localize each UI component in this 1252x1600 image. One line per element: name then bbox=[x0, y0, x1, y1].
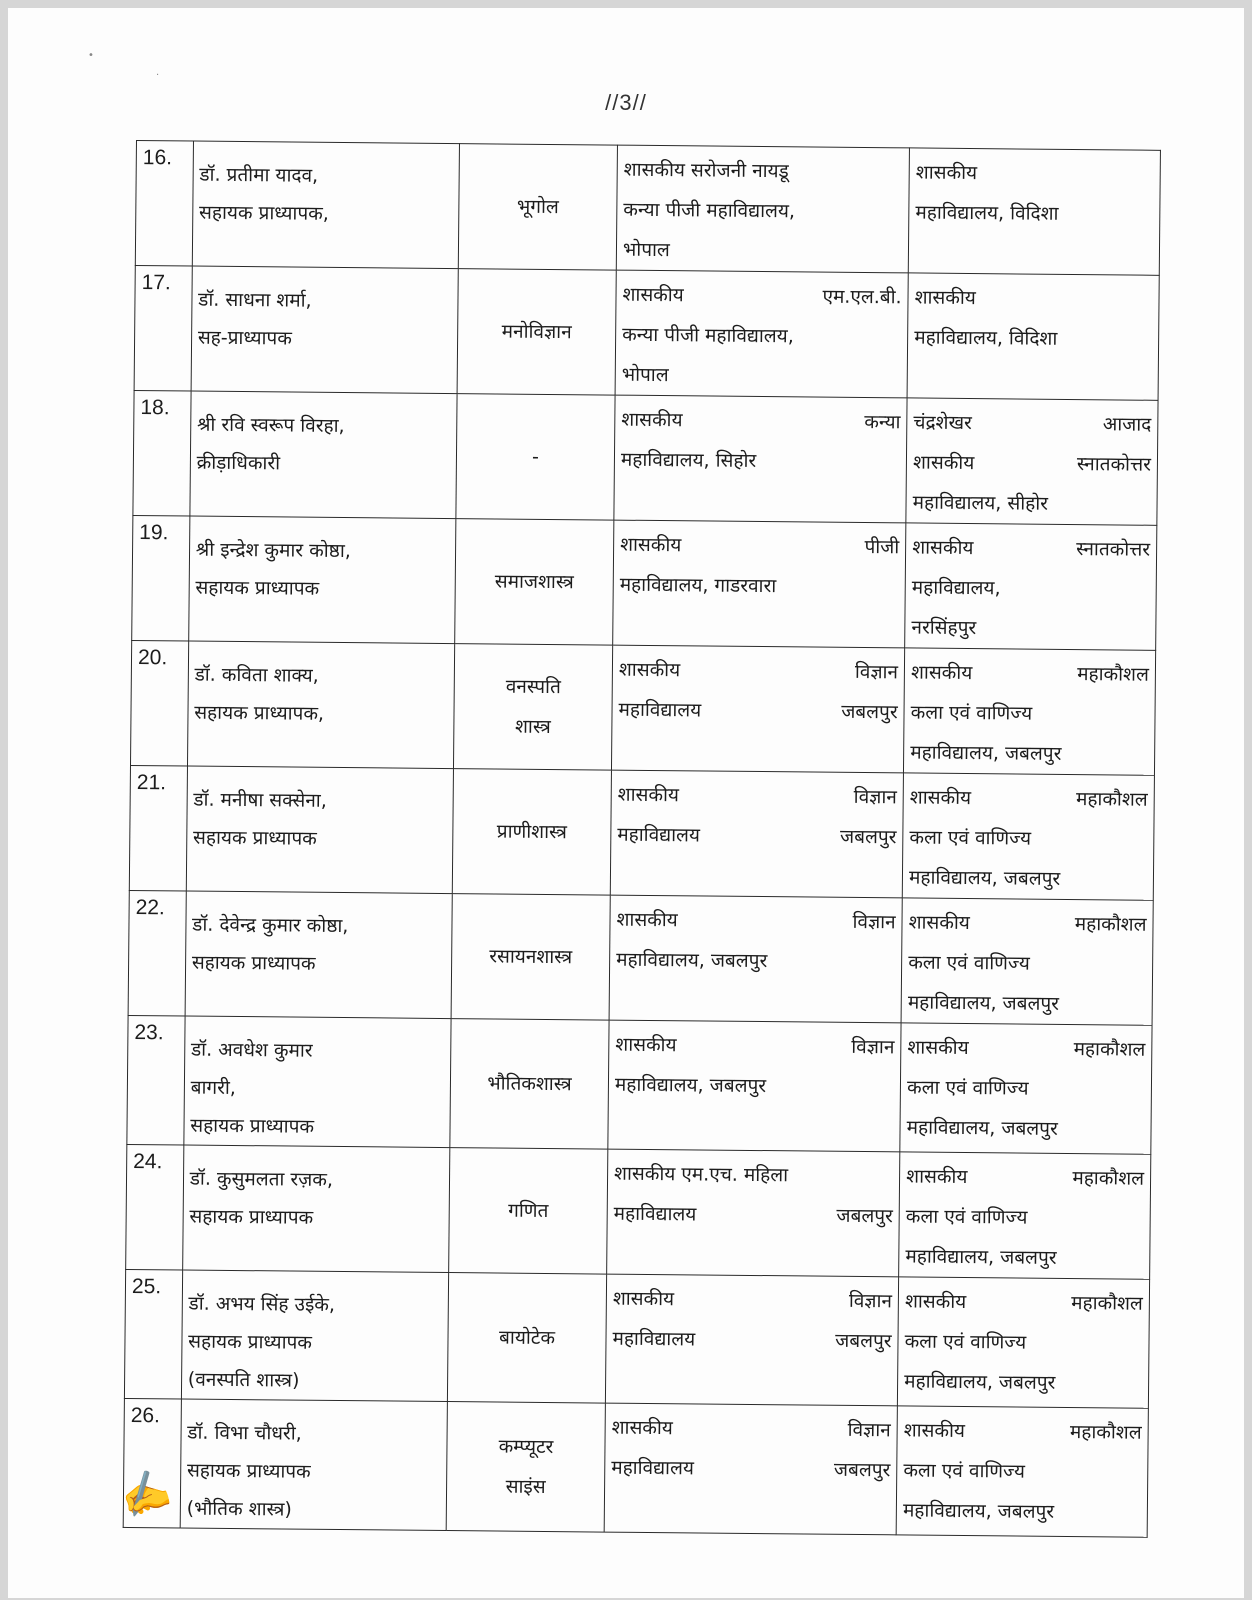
transfer-table-wrapper bbox=[123, 140, 1161, 1538]
serial-number-cell: 20. bbox=[130, 640, 188, 766]
subject-line: मनोविज्ञान bbox=[501, 320, 572, 344]
current-posting-line bbox=[621, 400, 900, 443]
table-row bbox=[127, 1015, 1152, 1154]
word: महाकौशल bbox=[1069, 1421, 1142, 1444]
subject-cell bbox=[450, 1019, 609, 1150]
serial-number-cell: 24. bbox=[126, 1144, 184, 1270]
word: शासकीय bbox=[906, 1165, 968, 1189]
word: शासकीय bbox=[622, 283, 684, 307]
current-posting-line bbox=[619, 650, 898, 693]
word: शासकीय bbox=[912, 451, 975, 475]
subject-cell bbox=[456, 394, 615, 521]
word: महाविद्यालय bbox=[612, 1327, 696, 1351]
subject-cell bbox=[449, 1148, 608, 1275]
new-posting-cell bbox=[907, 273, 1159, 400]
current-posting-cell bbox=[616, 145, 909, 273]
word: शासकीय bbox=[621, 408, 683, 432]
current-posting-cell bbox=[604, 1403, 897, 1535]
new-posting-line: कला एवं वाणिज्य bbox=[903, 1459, 1026, 1483]
new-posting-line bbox=[913, 402, 1151, 444]
employee-name-line: डॉ. मनीषा सक्सेना, bbox=[193, 788, 327, 812]
new-posting-cell bbox=[905, 523, 1157, 650]
employee-name-line: डॉ. अवधेश कुमार bbox=[190, 1038, 313, 1062]
current-posting-line bbox=[611, 1448, 890, 1491]
word: शासकीय bbox=[910, 661, 973, 685]
subject-line: बायोटेक bbox=[499, 1326, 556, 1350]
new-posting-cell bbox=[901, 898, 1153, 1025]
word: शासकीय bbox=[611, 1416, 673, 1440]
current-posting-line bbox=[622, 275, 901, 318]
new-posting-line: महाविद्यालय, जबलपुर bbox=[902, 1499, 1055, 1523]
table-row bbox=[133, 390, 1158, 525]
employee-name-cell bbox=[181, 1270, 449, 1402]
word: जबलपुर bbox=[833, 1458, 891, 1482]
current-posting-line bbox=[618, 775, 897, 818]
subject-line: वनस्पति bbox=[505, 675, 561, 699]
current-posting-line: महाविद्यालय, जबलपुर bbox=[614, 1073, 767, 1098]
subject-line: समाजशास्त्र bbox=[494, 570, 574, 594]
current-posting-cell bbox=[613, 520, 906, 648]
new-posting-line: कला एवं वाणिज्य bbox=[910, 701, 1033, 725]
subject-line: गणित bbox=[508, 1199, 549, 1223]
word: पीजी bbox=[864, 536, 900, 559]
new-posting-line: नरसिंहपुर bbox=[911, 616, 977, 640]
table-row bbox=[130, 640, 1155, 775]
table-row bbox=[134, 265, 1159, 400]
employee-name-line: सहायक प्राध्यापक bbox=[189, 1205, 314, 1229]
word: जबलपुर bbox=[839, 825, 897, 849]
employee-name-line: श्री इन्द्रेश कुमार कोष्ठा, bbox=[195, 538, 351, 563]
word: आजाद bbox=[1102, 413, 1152, 436]
employee-name-line: डॉ. कविता शाक्य, bbox=[194, 663, 319, 687]
new-posting-line bbox=[912, 527, 1150, 569]
current-posting-line bbox=[620, 525, 899, 568]
word: महाविद्यालय bbox=[613, 1202, 697, 1226]
current-posting-cell bbox=[614, 395, 907, 523]
employee-name-cell bbox=[184, 1016, 452, 1148]
current-posting-line bbox=[612, 1319, 891, 1362]
subject-line: साइंस bbox=[505, 1475, 546, 1498]
employee-name-cell bbox=[186, 766, 454, 894]
subject-line: शास्त्र bbox=[514, 715, 551, 739]
new-posting-cell bbox=[908, 148, 1160, 275]
current-posting-line bbox=[614, 1194, 893, 1237]
subject-line: भूगोल bbox=[516, 195, 559, 219]
word: शासकीय bbox=[618, 658, 681, 682]
word: महाविद्यालय bbox=[611, 1456, 695, 1480]
current-posting-cell bbox=[609, 895, 902, 1023]
current-posting-line: महाविद्यालय, सिहोर bbox=[620, 448, 757, 472]
current-posting-line bbox=[618, 690, 897, 733]
employee-name-line: डॉ. विभा चौधरी, bbox=[187, 1421, 302, 1445]
new-posting-cell bbox=[904, 648, 1156, 775]
word: स्नातकोत्तर bbox=[1076, 538, 1151, 561]
new-posting-line bbox=[910, 777, 1148, 819]
subject-cell bbox=[452, 769, 611, 896]
new-posting-line: महाविद्यालय, जबलपुर bbox=[904, 1370, 1056, 1394]
word: जबलपुर bbox=[835, 1329, 892, 1353]
word: शासकीय bbox=[909, 786, 972, 810]
current-posting-cell bbox=[605, 1274, 898, 1406]
new-posting-line bbox=[913, 442, 1151, 484]
current-posting-line: भोपाल bbox=[622, 238, 670, 262]
current-posting-cell bbox=[610, 770, 903, 898]
subject-cell bbox=[455, 519, 614, 646]
current-posting-line: कन्या पीजी महाविद्यालय, bbox=[623, 198, 796, 223]
employee-name-line: सहायक प्राध्यापक, bbox=[198, 201, 329, 225]
word: शासकीय bbox=[908, 911, 970, 935]
word: जबलपुर bbox=[841, 700, 898, 724]
new-posting-line: कला एवं वाणिज्य bbox=[904, 1330, 1027, 1354]
employee-name-cell bbox=[180, 1399, 448, 1531]
word: महाकौशल bbox=[1072, 1167, 1145, 1190]
serial-number-cell: 26. bbox=[123, 1398, 181, 1528]
serial-number-cell: 25. bbox=[124, 1269, 182, 1399]
new-posting-cell bbox=[906, 398, 1158, 525]
new-posting-cell bbox=[902, 773, 1154, 900]
employee-name-line: बागरी, bbox=[190, 1076, 236, 1100]
new-posting-line: कला एवं वाणिज्य bbox=[905, 1205, 1028, 1229]
word: शासकीय bbox=[616, 908, 678, 932]
employee-name-cell bbox=[187, 641, 455, 769]
current-posting-line bbox=[611, 1408, 890, 1451]
employee-name-line: सहायक प्राध्यापक bbox=[186, 1459, 311, 1483]
transfer-table bbox=[123, 140, 1161, 1538]
subject-cell bbox=[446, 1402, 605, 1533]
word: विज्ञान bbox=[848, 1289, 893, 1313]
employee-name-cell bbox=[191, 266, 459, 394]
word: शासकीय bbox=[615, 1033, 677, 1057]
employee-name-line: डॉ. कुसुमलता रज़क, bbox=[189, 1167, 334, 1191]
new-posting-line bbox=[906, 1156, 1144, 1198]
word: विज्ञान bbox=[853, 785, 897, 809]
new-posting-line: महाविद्यालय, विदिशा bbox=[915, 201, 1059, 225]
new-posting-line: महाविद्यालय, bbox=[911, 576, 1001, 600]
table-row bbox=[128, 890, 1153, 1025]
current-posting-line bbox=[617, 815, 896, 858]
new-posting-line: महाविद्यालय, सीहोर bbox=[912, 491, 1049, 515]
current-posting-line: शासकीय एम.एच. महिला bbox=[613, 1162, 789, 1187]
word: महाकौशल bbox=[1071, 1292, 1143, 1315]
word: महाविद्यालय bbox=[618, 698, 702, 722]
word: महाकौशल bbox=[1074, 913, 1147, 936]
word: महाकौशल bbox=[1073, 1038, 1146, 1061]
new-posting-line: महाविद्यालय, जबलपुर bbox=[908, 866, 1061, 890]
new-posting-cell bbox=[899, 1152, 1151, 1279]
employee-name-line: डॉ. प्रतीमा यादव, bbox=[199, 163, 319, 187]
table-row bbox=[124, 1269, 1149, 1408]
new-posting-line bbox=[907, 1027, 1145, 1069]
new-posting-line: महाविद्यालय, विदिशा bbox=[914, 326, 1058, 350]
new-posting-cell bbox=[898, 1277, 1150, 1408]
new-posting-line bbox=[908, 902, 1146, 944]
new-posting-line bbox=[905, 1281, 1143, 1323]
word: स्नातकोत्तर bbox=[1076, 453, 1152, 476]
current-posting-line bbox=[613, 1279, 892, 1322]
employee-name-line: सहायक प्राध्यापक bbox=[188, 1330, 313, 1354]
employee-name-cell bbox=[192, 141, 460, 269]
serial-number-cell: 22. bbox=[128, 890, 186, 1016]
employee-name-line: (भौतिक शास्त्र) bbox=[186, 1497, 292, 1521]
employee-name-line: श्री रवि स्वरूप विरहा, bbox=[196, 413, 345, 438]
current-posting-cell bbox=[607, 1149, 900, 1277]
word: कन्या bbox=[864, 411, 901, 434]
subject-line: भौतिकशास्त्र bbox=[487, 1072, 572, 1096]
new-posting-line bbox=[911, 652, 1149, 694]
new-posting-line: कला एवं वाणिज्य bbox=[908, 951, 1030, 975]
current-posting-line: शासकीय सरोजनी नायडू bbox=[623, 158, 789, 183]
new-posting-cell bbox=[900, 1023, 1152, 1154]
word: जबलपुर bbox=[836, 1204, 893, 1228]
word: शासकीय bbox=[617, 783, 680, 807]
new-posting-line: शासकीय bbox=[915, 161, 978, 185]
new-posting-line bbox=[904, 1410, 1142, 1452]
word: शासकीय bbox=[903, 1419, 966, 1443]
serial-number-cell: 23. bbox=[127, 1015, 185, 1145]
new-posting-line: कला एवं वाणिज्य bbox=[909, 826, 1032, 850]
employee-name-cell bbox=[190, 391, 458, 519]
current-posting-cell bbox=[608, 1020, 901, 1152]
word: विज्ञान bbox=[852, 910, 896, 934]
word: एम.एल.बी. bbox=[822, 285, 902, 309]
employee-name-cell bbox=[185, 891, 453, 1019]
word: शासकीय bbox=[907, 1036, 969, 1060]
word: शासकीय bbox=[912, 536, 974, 560]
word: शासकीय bbox=[620, 533, 682, 557]
table-row bbox=[129, 765, 1154, 900]
employee-name-cell bbox=[188, 516, 456, 644]
new-posting-cell bbox=[896, 1406, 1148, 1537]
subject-line: कम्प्यूटर bbox=[498, 1435, 554, 1459]
subject-line: रसायनशास्त्र bbox=[489, 945, 573, 969]
word: चंद्रशेखर bbox=[913, 411, 972, 435]
word: विज्ञान bbox=[854, 660, 899, 684]
subject-cell bbox=[454, 644, 613, 771]
scan-speck: • bbox=[88, 50, 94, 61]
word: महाकौशल bbox=[1075, 788, 1148, 811]
table-row bbox=[126, 1144, 1151, 1279]
current-posting-cell bbox=[611, 645, 904, 773]
current-posting-line bbox=[615, 1025, 894, 1068]
new-posting-line: महाविद्यालय, जबलपुर bbox=[906, 1116, 1058, 1140]
employee-name-line: सहायक प्राध्यापक bbox=[195, 576, 320, 600]
serial-number-cell: 16. bbox=[135, 141, 193, 267]
serial-number-cell: 18. bbox=[133, 390, 191, 516]
serial-number-cell: 19. bbox=[132, 515, 190, 641]
subject-cell bbox=[457, 269, 616, 396]
subject-cell bbox=[447, 1273, 606, 1404]
subject-line: प्राणीशास्त्र bbox=[496, 820, 568, 844]
table-row bbox=[132, 515, 1157, 650]
word: शासकीय bbox=[612, 1287, 675, 1311]
table-row bbox=[123, 1398, 1148, 1537]
employee-name-line: डॉ. देवेन्द्र कुमार कोष्ठा, bbox=[192, 913, 349, 938]
new-posting-line: महाविद्यालय, जबलपुर bbox=[910, 741, 1062, 765]
scan-speck: · bbox=[156, 70, 160, 81]
table-row bbox=[135, 141, 1160, 276]
word: महाविद्यालय bbox=[617, 823, 701, 847]
word: शासकीय bbox=[904, 1290, 967, 1314]
employee-name-line: (वनस्पति शास्त्र) bbox=[187, 1368, 300, 1392]
employee-name-line: सहायक प्राध्यापक, bbox=[194, 701, 325, 725]
new-posting-line: महाविद्यालय, जबलपुर bbox=[905, 1245, 1057, 1269]
new-posting-line: कला एवं वाणिज्य bbox=[906, 1076, 1029, 1100]
current-posting-cell bbox=[615, 270, 908, 398]
word: विज्ञान bbox=[847, 1418, 891, 1442]
employee-name-line: सहायक प्राध्यापक bbox=[190, 1114, 315, 1138]
document-page bbox=[8, 8, 1244, 1598]
employee-name-line: सहायक प्राध्यापक bbox=[191, 951, 316, 975]
word: विज्ञान bbox=[851, 1035, 895, 1059]
current-posting-line: महाविद्यालय, जबलपुर bbox=[616, 948, 768, 973]
employee-name-line: डॉ. अभय सिंह उईके, bbox=[188, 1292, 336, 1316]
current-posting-line: कन्या पीजी महाविद्यालय, bbox=[622, 323, 794, 348]
current-posting-line: महाविद्यालय, गाडरवारा bbox=[619, 573, 777, 598]
employee-name-line: सहायक प्राध्यापक bbox=[192, 826, 317, 850]
current-posting-line: भोपाल bbox=[621, 363, 669, 387]
current-posting-line bbox=[616, 900, 895, 943]
subject-cell bbox=[458, 144, 617, 271]
employee-name-line: क्रीड़ाधिकारी bbox=[196, 451, 281, 475]
new-posting-line: शासकीय bbox=[914, 286, 976, 310]
serial-number-cell: 17. bbox=[134, 265, 192, 391]
subject-cell bbox=[451, 894, 610, 1021]
employee-name-cell bbox=[182, 1145, 450, 1273]
subject-line: - bbox=[531, 445, 540, 468]
new-posting-line: महाविद्यालय, जबलपुर bbox=[907, 991, 1060, 1015]
employee-name-line: डॉ. साधना शर्मा, bbox=[198, 288, 312, 312]
word: महाकौशल bbox=[1077, 663, 1150, 686]
signature-mark: ✍ bbox=[113, 1463, 177, 1525]
page-number: //3// bbox=[605, 90, 647, 115]
employee-name-line: सह-प्राध्यापक bbox=[197, 326, 292, 350]
serial-number-cell: 21. bbox=[129, 765, 187, 891]
